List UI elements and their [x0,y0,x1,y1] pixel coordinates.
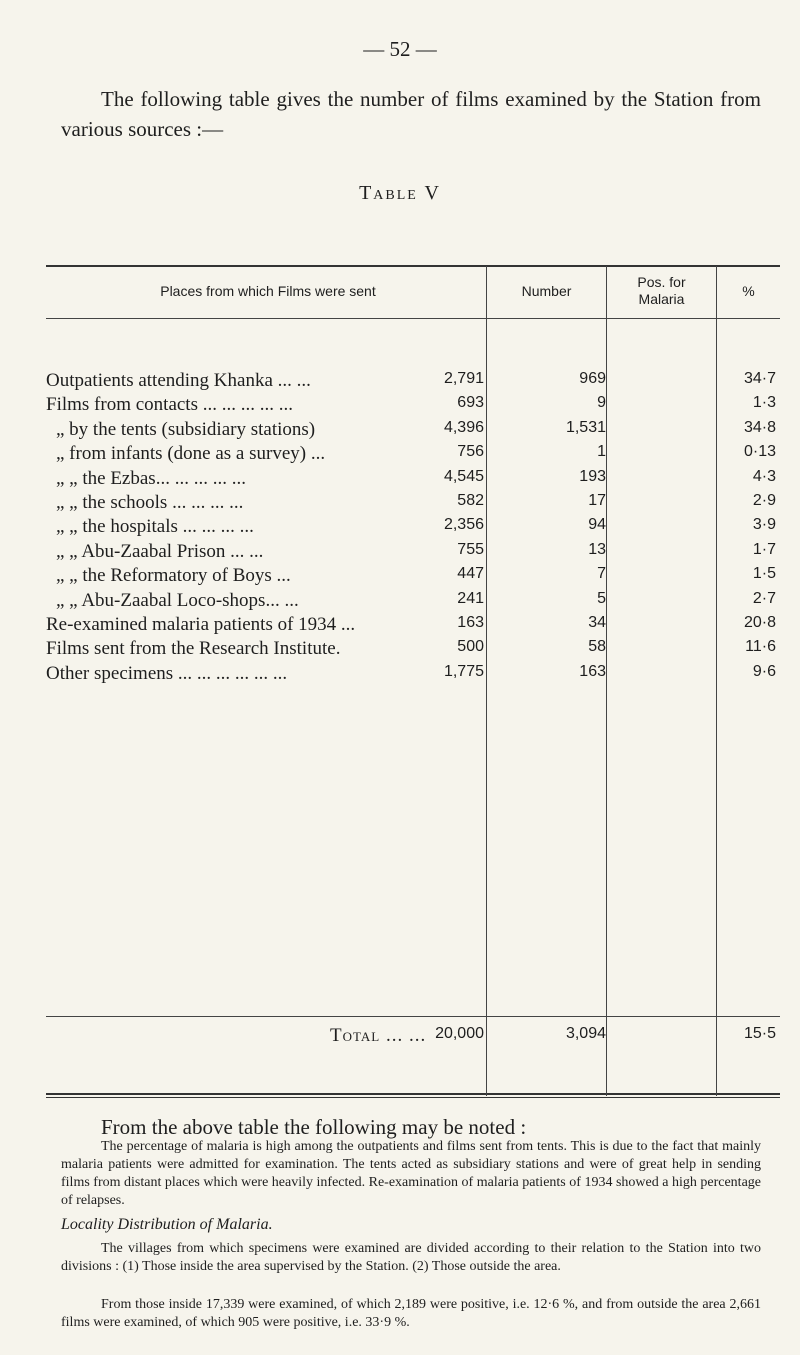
row-number: 755 [457,540,484,558]
total-pos: 3,094 [565,1025,606,1042]
header-percent: % [742,283,755,299]
row-place: „ from infants (done as a survey) ... [56,443,326,465]
total-number: 20,000 [435,1025,484,1042]
row-number: 2,356 [443,516,484,534]
table-row [0,638,800,662]
header-pos-line2: Malaria [638,291,685,307]
table-row [0,541,800,565]
table-rule-bottom-double [46,1097,780,1098]
row-place: „ „ the schools ... ... ... ... [56,492,244,513]
table-row [0,590,800,614]
examination-results-paragraph: From those inside 17,339 were examined, of which 2,189 were positive, i.e. 12·6 %, and from outside the area 2,661 films were examined, of which 905 were positive, i.e. 33·9 %. [61,1297,761,1330]
header-pos-line1: Pos. for [637,274,686,290]
row-place: „ „ the Reformatory of Boys ... [56,565,291,587]
row-place: „ „ the Ezbas... ... ... ... ... [56,467,246,489]
row-place: Films from contacts ... ... ... ... ... [46,394,293,416]
row-pos: 94 [588,516,606,534]
row-pos: 163 [579,662,606,680]
row-pct: 1·3 [752,394,776,412]
table-row [0,492,800,516]
row-pos: 969 [579,370,606,387]
header-places: Places from which Films were sent [160,283,376,299]
table-row [0,663,800,687]
section-heading: Locality Distribution of Malaria. [61,1216,273,1233]
row-pct: 9·6 [752,662,776,680]
total-label: Total ... ... [330,1025,427,1046]
row-number: 241 [457,589,484,607]
table-row [0,614,800,638]
villages-paragraph: The villages from which specimens were examined are divided according to their relation to the Station into two divisions : (1) Those inside the area supervised by the Station. (2) Those outside the area. [61,1241,761,1274]
row-pos: 34 [588,614,606,631]
table-rule-top [46,265,780,267]
row-number: 756 [457,443,484,461]
table-row [0,516,800,540]
row-number: 693 [457,394,484,412]
row-pos: 5 [597,589,606,607]
table-row [0,443,800,467]
row-place: „ „ Abu-Zaabal Prison ... ... [56,540,264,562]
row-pct: 1·5 [752,565,776,583]
row-pct: 34·7 [743,370,776,387]
row-place: „ „ Abu-Zaabal Loco-shops... ... [56,589,299,611]
row-number: 1,775 [443,662,484,680]
row-number: 163 [457,614,484,631]
row-pct: 2·7 [752,589,776,607]
table-row [0,394,800,418]
row-pos: 7 [597,565,606,583]
row-pos: 193 [579,467,606,485]
row-place: Outpatients attending Khanka ... ... [46,370,311,391]
row-pct: 0·13 [743,443,776,461]
row-number: 500 [457,638,484,656]
row-pos: 9 [597,394,606,412]
table-rule-header [46,318,780,319]
notes-intro: From the above table the following may be noted : [101,1115,527,1139]
row-pct: 2·9 [752,492,776,509]
table-row [0,468,800,492]
row-pct: 20·8 [743,614,776,631]
row-pct: 4·3 [752,467,776,485]
row-number: 582 [457,492,484,509]
row-pos: 17 [588,492,606,509]
header-pos [607,274,716,308]
row-number: 2,791 [443,370,484,387]
row-place: Re-examined malaria patients of 1934 ... [46,614,356,635]
row-place: Films sent from the Research Institute. [46,638,341,660]
row-number: 447 [457,565,484,583]
row-pos: 1 [597,443,606,461]
row-pct: 1·7 [752,540,776,558]
row-place: Other specimens ... ... ... ... ... ... [46,662,288,684]
row-pos: 13 [588,540,606,558]
row-number: 4,545 [443,467,484,485]
row-place: „ by the tents (subsidiary stations) [56,418,316,440]
table-row [0,419,800,443]
row-pct: 11·6 [745,638,776,656]
row-place: „ „ the hospitals ... ... ... ... [56,516,254,538]
row-number: 4,396 [443,418,484,436]
row-pos: 58 [588,638,606,656]
row-pct: 3·9 [752,516,776,534]
row-pct: 34·8 [743,418,776,436]
row-pos: 1,531 [565,418,606,436]
table-title: Table V [359,182,441,204]
total-pct: 15·5 [743,1025,776,1042]
table-row [0,370,800,394]
notes-paragraph: The percentage of malaria is high among the outpatients and films sent from tents. This is due to the fact that mainly malaria patients were admitted for examination. The tents acted as subsidiary stations and were of great help in sending films from distant places which were heavily infected. Re-examination of malaria patients of 1934 showed a high percentage of relapses. [61,1139,761,1208]
table-rule-bottom [46,1093,780,1095]
table-rule-total [46,1016,780,1017]
table-row [0,565,800,589]
intro-paragraph: The following table gives the number of films examined by the Station from various sources :— [61,87,761,141]
header-number: Number [521,283,572,299]
total-row [0,1025,800,1049]
page-number: — 52 — [363,37,437,61]
